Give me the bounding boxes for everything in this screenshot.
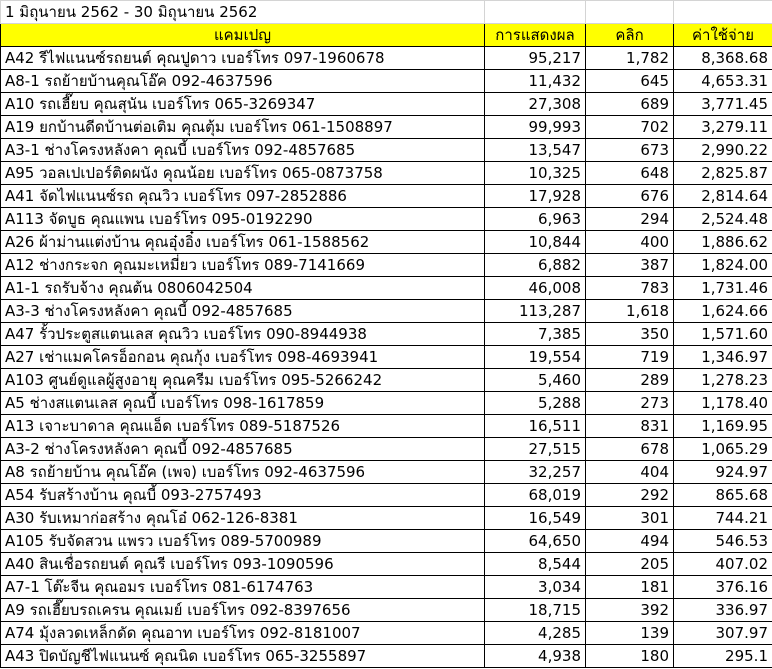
campaign-cell[interactable]: A27 เช่าแมคโครอ็อกอน คุณกุ้ง เบอร์โทร 098-4693941 [1,346,485,369]
clicks-cell[interactable]: 292 [586,484,674,507]
cost-cell[interactable]: 376.16 [674,576,772,599]
table-row [1,553,772,576]
header-campaign[interactable]: แคมเปญ [1,24,485,47]
clicks-cell[interactable]: 387 [586,254,674,277]
impressions-cell[interactable]: 27,308 [485,93,586,116]
clicks-cell[interactable]: 645 [586,70,674,93]
date-range-cell[interactable]: 1 มิถุนายน 2562 - 30 มิถุนายน 2562 [1,1,485,24]
table-row [1,93,772,116]
impressions-cell[interactable]: 11,432 [485,70,586,93]
campaign-cell[interactable]: A12 ช่างกระจก คุณมะเหมี่ยว เบอร์โทร 089-7141669 [1,254,485,277]
campaign-cell[interactable]: A74 มุ้งลวดเหล็กดัด คุณอาท เบอร์โทร 092-8181007 [1,622,485,645]
impressions-cell[interactable]: 68,019 [485,484,586,507]
impressions-cell[interactable]: 13,547 [485,139,586,162]
table-row [1,185,772,208]
clicks-cell[interactable]: 648 [586,162,674,185]
impressions-cell[interactable]: 7,385 [485,323,586,346]
table-row [1,208,772,231]
table-row [1,599,772,622]
empty-cell[interactable] [674,1,772,24]
header-row [1,24,772,47]
campaign-cell[interactable]: A8-1 รถย้ายบ้านคุณโอ๊ค 092-4637596 [1,70,485,93]
clicks-cell[interactable]: 294 [586,208,674,231]
campaign-cell[interactable]: A47 รั้วประตูสแตนเลส คุณวิว เบอร์โทร 090-8944938 [1,323,485,346]
header-clicks[interactable]: คลิก [586,24,674,47]
impressions-cell[interactable]: 19,554 [485,346,586,369]
cost-cell[interactable]: 2,814.64 [674,185,772,208]
campaign-cell[interactable]: A95 วอลเปเปอร์ติดผนัง คุณน้อย เบอร์โทร 065-0873758 [1,162,485,185]
impressions-cell[interactable]: 16,511 [485,415,586,438]
table-row [1,484,772,507]
table-row [1,162,772,185]
cost-cell[interactable]: 4,653.31 [674,70,772,93]
clicks-cell[interactable]: 1,618 [586,300,674,323]
table-row [1,438,772,461]
table-row [1,507,772,530]
cost-cell[interactable]: 924.97 [674,461,772,484]
clicks-cell[interactable]: 301 [586,507,674,530]
cost-cell[interactable]: 1,169.95 [674,415,772,438]
cost-cell[interactable]: 865.68 [674,484,772,507]
table-row [1,461,772,484]
table-row [1,415,772,438]
impressions-cell[interactable]: 113,287 [485,300,586,323]
cost-cell[interactable]: 1,178.40 [674,392,772,415]
campaign-cell[interactable]: A26 ผ้าม่านแต่งบ้าน คุณอุ๋งอิ๋ง เบอร์โทร 061-1588562 [1,231,485,254]
table-row [1,369,772,392]
impressions-cell[interactable]: 5,288 [485,392,586,415]
impressions-cell[interactable]: 6,882 [485,254,586,277]
cost-cell[interactable]: 1,346.97 [674,346,772,369]
clicks-cell[interactable]: 180 [586,645,674,668]
cost-cell[interactable]: 3,279.11 [674,116,772,139]
clicks-cell[interactable]: 719 [586,346,674,369]
table-row [1,254,772,277]
impressions-cell[interactable]: 8,544 [485,553,586,576]
clicks-cell[interactable]: 676 [586,185,674,208]
table-row [1,300,772,323]
clicks-cell[interactable]: 702 [586,116,674,139]
clicks-cell[interactable]: 139 [586,622,674,645]
clicks-cell[interactable]: 400 [586,231,674,254]
clicks-cell[interactable]: 181 [586,576,674,599]
campaign-cell[interactable]: A3-3 ช่างโครงหลังคา คุณบี้ 092-4857685 [1,300,485,323]
campaign-cell[interactable]: A7-1 โต๊ะจีน คุณอมร เบอร์โทร 081-6174763 [1,576,485,599]
campaign-cell[interactable]: A40 สินเชื่อรถยนต์ คุณรี เบอร์โทร 093-1090596 [1,553,485,576]
table-row [1,47,772,70]
cost-cell[interactable]: 8,368.68 [674,47,772,70]
header-impressions[interactable]: การแสดงผล [485,24,586,47]
table-row [1,530,772,553]
campaign-cell[interactable]: A113 จัดบูธ คุณแพน เบอร์โทร 095-0192290 [1,208,485,231]
cost-cell[interactable]: 3,771.45 [674,93,772,116]
table-row [1,139,772,162]
impressions-cell[interactable]: 95,217 [485,47,586,70]
empty-cell[interactable] [586,1,674,24]
header-cost[interactable]: ค่าใช้จ่าย [674,24,772,47]
impressions-cell[interactable]: 46,008 [485,277,586,300]
clicks-cell[interactable]: 678 [586,438,674,461]
campaign-cell[interactable]: A105 รับจัดสวน แพรว เบอร์โทร 089-5700989 [1,530,485,553]
campaign-cell[interactable]: A10 รถเฮี๊ยบ คุณสุนัน เบอร์โทร 065-3269347 [1,93,485,116]
clicks-cell[interactable]: 1,782 [586,47,674,70]
impressions-cell[interactable]: 64,650 [485,530,586,553]
table-row [1,622,772,645]
clicks-cell[interactable]: 494 [586,530,674,553]
cost-cell[interactable]: 336.97 [674,599,772,622]
cost-cell[interactable]: 1,824.00 [674,254,772,277]
campaign-cell[interactable]: A42 รีไฟแนนซ์รถยนต์ คุณปูดาว เบอร์โทร 097-1960678 [1,47,485,70]
cost-cell[interactable]: 407.02 [674,553,772,576]
campaign-cell[interactable]: A3-2 ช่างโครงหลังคา คุณบี้ 092-4857685 [1,438,485,461]
cost-cell[interactable]: 1,065.29 [674,438,772,461]
cost-cell[interactable]: 744.21 [674,507,772,530]
clicks-cell[interactable]: 689 [586,93,674,116]
table-row [1,576,772,599]
empty-cell[interactable] [485,1,586,24]
impressions-cell[interactable]: 18,715 [485,599,586,622]
impressions-cell[interactable]: 17,928 [485,185,586,208]
table-row [1,116,772,139]
cost-cell[interactable]: 1,886.62 [674,231,772,254]
clicks-cell[interactable]: 831 [586,415,674,438]
cost-cell[interactable]: 2,524.48 [674,208,772,231]
clicks-cell[interactable]: 273 [586,392,674,415]
campaign-cell[interactable]: A54 รับสร้างบ้าน คุณบี้ 093-2757493 [1,484,485,507]
impressions-cell[interactable]: 10,844 [485,231,586,254]
clicks-cell[interactable]: 350 [586,323,674,346]
clicks-cell[interactable]: 392 [586,599,674,622]
campaign-cell[interactable]: A41 จัดไฟแนนซ์รถ คุณวิว เบอร์โทร 097-2852886 [1,185,485,208]
campaign-cell[interactable]: A19 ยกบ้านดีดบ้านต่อเติม คุณตุ้ม เบอร์โทร 061-1508897 [1,116,485,139]
clicks-cell[interactable]: 289 [586,369,674,392]
campaign-cell[interactable]: A9 รถเฮี๊ยบรถเครน คุณเมย์ เบอร์โทร 092-8397656 [1,599,485,622]
table-row [1,645,772,668]
impressions-cell[interactable]: 4,938 [485,645,586,668]
campaign-cell[interactable]: A3-1 ช่างโครงหลังคา คุณบี้ เบอร์โทร 092-4857685 [1,139,485,162]
cost-cell[interactable]: 1,731.46 [674,277,772,300]
table-row [1,392,772,415]
cost-cell[interactable]: 1,571.60 [674,323,772,346]
cost-cell[interactable]: 2,990.22 [674,139,772,162]
campaign-cell[interactable]: A1-1 รถรับจ้าง คุณต้น 0806042504 [1,277,485,300]
campaign-cell[interactable]: A43 ปิดบัญชีไฟแนนซ์ คุณนิด เบอร์โทร 065-3255897 [1,645,485,668]
cost-cell[interactable]: 295.1 [674,645,772,668]
clicks-cell[interactable]: 673 [586,139,674,162]
table-row [1,323,772,346]
campaign-cell[interactable]: A5 ช่างสแตนเลส คุณบี้ เบอร์โทร 098-1617859 [1,392,485,415]
impressions-cell[interactable]: 5,460 [485,369,586,392]
table-row [1,346,772,369]
cost-cell[interactable]: 307.97 [674,622,772,645]
table-row [1,277,772,300]
cost-cell[interactable]: 1,624.66 [674,300,772,323]
table-row [1,70,772,93]
clicks-cell[interactable]: 404 [586,461,674,484]
impressions-cell[interactable]: 27,515 [485,438,586,461]
impressions-cell[interactable]: 3,034 [485,576,586,599]
clicks-cell[interactable]: 783 [586,277,674,300]
cost-cell[interactable]: 546.53 [674,530,772,553]
campaign-cell[interactable]: A8 รถย้ายบ้าน คุณโอ๊ค (เพจ) เบอร์โทร 092-4637596 [1,461,485,484]
impressions-cell[interactable]: 16,549 [485,507,586,530]
table-row [1,231,772,254]
impressions-cell[interactable]: 6,963 [485,208,586,231]
impressions-cell[interactable]: 10,325 [485,162,586,185]
cost-cell[interactable]: 2,825.87 [674,162,772,185]
impressions-cell[interactable]: 4,285 [485,622,586,645]
campaign-cell[interactable]: A13 เจาะบาดาล คุณแอ็ด เบอร์โทร 089-5187526 [1,415,485,438]
clicks-cell[interactable]: 205 [586,553,674,576]
campaign-cell[interactable]: A30 รับเหมาก่อสร้าง คุณโอ๋ 062-126-8381 [1,507,485,530]
impressions-cell[interactable]: 99,993 [485,116,586,139]
title-row [1,1,772,24]
impressions-cell[interactable]: 32,257 [485,461,586,484]
campaign-cell[interactable]: A103 ศูนย์ดูแลผู้สูงอายุ คุณครีม เบอร์โทร 095-5266242 [1,369,485,392]
cost-cell[interactable]: 1,278.23 [674,369,772,392]
